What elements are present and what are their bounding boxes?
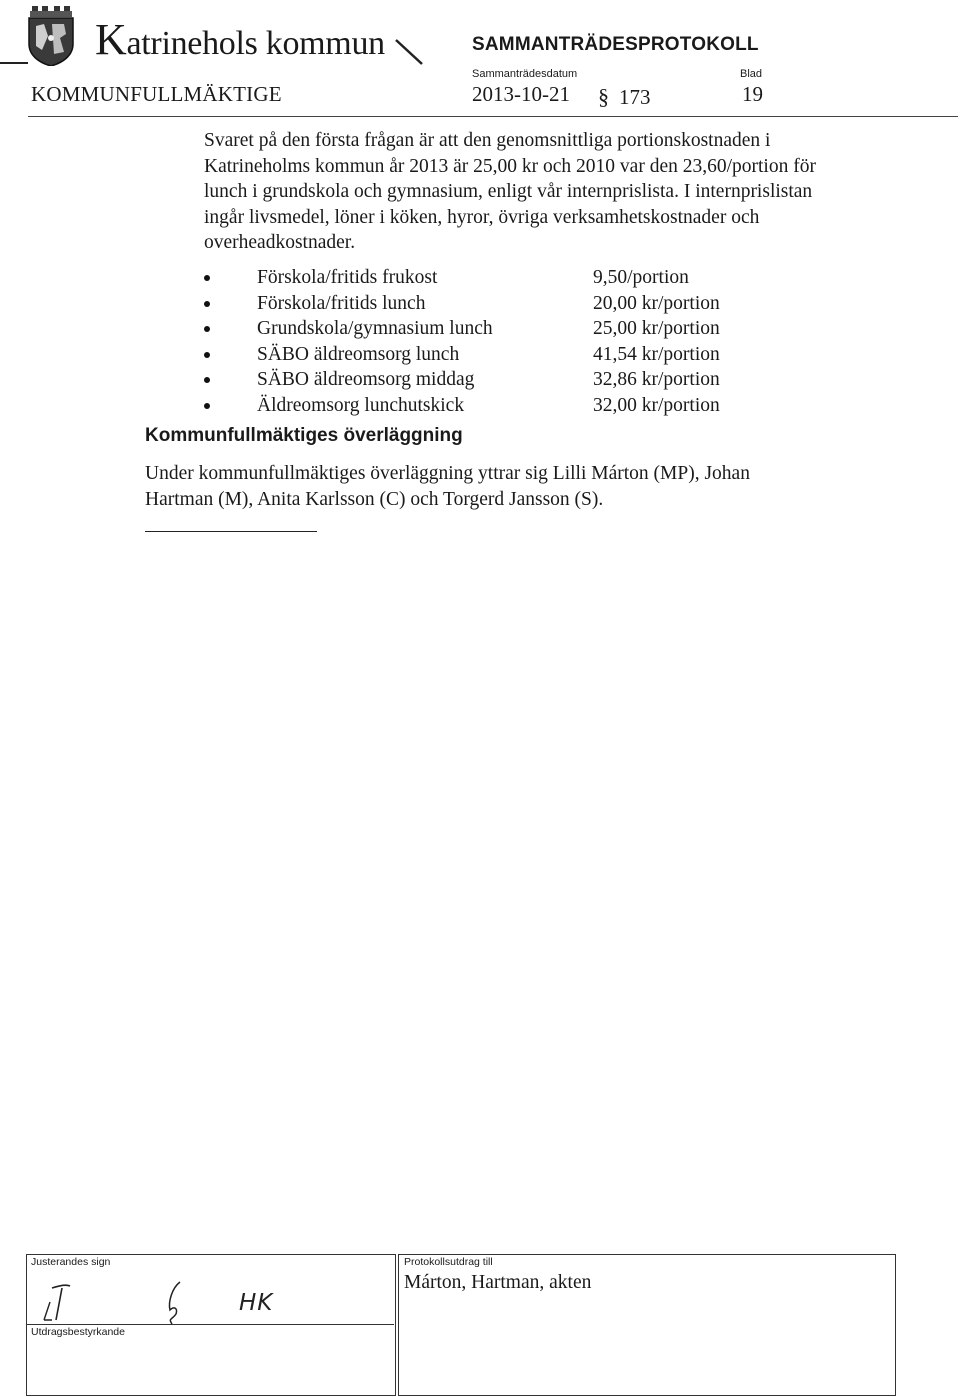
date-label: Sammanträdesdatum <box>472 68 578 80</box>
item-value: 9,50/portion <box>593 267 689 288</box>
brand-rest: atrinehols kommun <box>126 25 385 62</box>
brand-initial: K <box>95 15 127 64</box>
signature-label: Justerandes sign <box>31 1256 111 1268</box>
item-label: Förskola/fritids frukost <box>257 267 438 288</box>
list-item <box>204 265 764 291</box>
item-label: Grundskola/gymnasium lunch <box>257 318 493 339</box>
header-rule <box>28 116 958 117</box>
item-label: Förskola/fritids lunch <box>257 292 426 314</box>
extract-recipients: Márton, Hartman, akten <box>404 1272 592 1293</box>
item-value: 41,54 kr/portion <box>593 343 720 365</box>
paragraph-symbol: § <box>598 84 609 109</box>
paragraph-value: 173 <box>619 85 651 109</box>
page-label: Blad <box>740 68 763 80</box>
list-item <box>204 291 764 317</box>
list-item <box>204 367 764 393</box>
section-end-rule <box>145 531 317 532</box>
list-item <box>204 342 764 368</box>
discussion-paragraph: Under kommunfullmäktiges överläggning yttrar sig Lilli Márton (MP), Johan Hartman (M), Anita Karlsson (C) och Torgerd Jansson (S). <box>145 463 750 510</box>
meeting-date: 2013-10-21 <box>472 82 570 106</box>
extract-label: Protokollsutdrag till <box>404 1256 493 1268</box>
handwritten-initials: HK <box>239 1290 274 1316</box>
bullet-icon <box>204 403 210 409</box>
item-value: 20,00 kr/portion <box>593 292 720 314</box>
item-label: Äldreomsorg lunchutskick <box>257 394 465 416</box>
item-value: 32,00 kr/portion <box>593 394 720 416</box>
list-item <box>204 316 764 342</box>
bullet-icon <box>204 326 210 332</box>
item-value: 32,86 kr/portion <box>593 369 720 390</box>
item-value: 25,00 kr/portion <box>593 318 720 339</box>
certified-label: Utdragsbestyrkande <box>31 1326 125 1338</box>
portion-cost-list <box>204 265 764 418</box>
item-label: SÄBO äldreomsorg lunch <box>257 343 460 365</box>
page-number: 19 <box>742 82 763 106</box>
paragraph-number <box>598 84 651 110</box>
organ-name: KOMMUNFULLMÄKTIGE <box>31 82 282 106</box>
document-type: SAMMANTRÄDESPROTOKOLL <box>472 34 759 55</box>
bullet-icon <box>204 377 210 383</box>
item-label: SÄBO äldreomsorg middag <box>257 369 475 390</box>
bullet-icon <box>204 275 210 281</box>
municipal-crest-icon <box>24 6 78 66</box>
list-item <box>204 393 764 419</box>
answer-paragraph: Svaret på den första frågan är att den genomsnittliga portionskostnaden i Katrineholms kommun år 2013 är 25,00 kr och 2010 var den 23,60/portion för lunch i grundskola och gymnasium, enligt vår internprislista. I internprislistan ingår livsmedel, löner i köken, hyror, övriga verksamhetskostnader och overheadkostnader. <box>204 130 816 253</box>
brand-flourish <box>392 36 428 66</box>
section-heading: Kommunfullmäktiges överläggning <box>145 425 463 446</box>
bullet-icon <box>204 352 210 358</box>
brand-underline <box>0 62 28 64</box>
bullet-icon <box>204 301 210 307</box>
municipality-name <box>95 15 385 64</box>
